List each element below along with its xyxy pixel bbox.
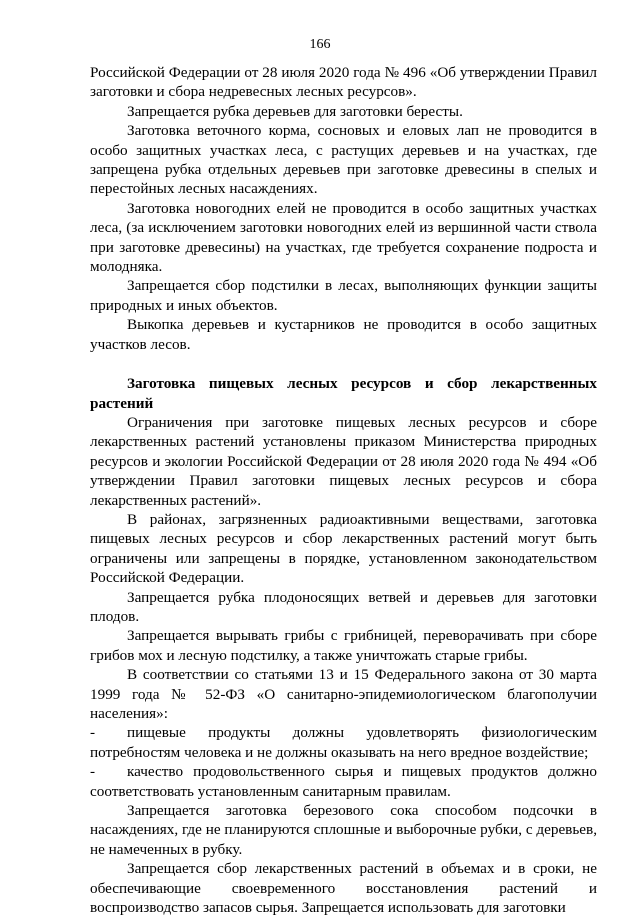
paragraph: Запрещается рубка деревьев для заготовки бересты.	[127, 102, 463, 120]
section-spacer	[90, 354, 597, 374]
page-number: 166	[309, 37, 331, 52]
section-heading: Заготовка пищевых лесных ресурсов и сбор лекарственных растений	[90, 375, 597, 412]
list-item-text: качество продовольственного сырья и пищевых продуктов должно соответствовать установленным санитарным правилам.	[90, 763, 597, 800]
paragraph: В районах, загрязненных радиоактивными веществами, заготовка пищевых лесных ресурсов и сбор лекарственных растений могут быть ограничены или запрещены в порядке, установленном законодательством Российской Федерации.	[90, 510, 597, 587]
paragraph: Запрещается сбор лекарственных растений в объемах и в сроки, не обеспечивающие своевременного восстановления растений и воспроизводство запасов сырья. Запрещается использовать для заготовки	[90, 860, 597, 917]
paragraph: Заготовка веточного корма, сосновых и еловых лап не проводится в особо защитных участках леса, с растущих деревьев и на участках, где запрещена рубка отдельных деревьев при заготовке древесины в спелых и перестойных лесных насаждениях.	[90, 122, 597, 198]
list-item	[90, 723, 597, 762]
paragraph: Запрещается рубка плодоносящих ветвей и деревьев для заготовки плодов.	[90, 588, 597, 625]
paragraph: Заготовка новогодних елей не проводится в особо защитных участках леса, (за исключением заготовки новогодних елей из вершинной части ствола при заготовке древесины) на участках, где требуется сохранение подроста и молодняка.	[90, 199, 597, 276]
paragraph: Выкопка деревьев и кустарников не проводится в особо защитных участков лесов.	[90, 316, 597, 353]
list-dash-marker: -	[90, 763, 96, 781]
paragraph: Запрещается сбор подстилки в лесах, выполняющих функции защиты природных и иных объектов.	[90, 277, 597, 314]
paragraph: Ограничения при заготовке пищевых лесных ресурсов и сборе лекарственных растений установлены приказом Министерства природных ресурсов и экологии Российской Федерации от 28 июля 2020 года № 494 «Об утверждении Правил заготовки пищевых лесных ресурсов и сбора лекарственных растений».	[90, 413, 597, 509]
list-item-text: пищевые продукты должны удовлетворять физиологическим потребностям человека и не должны оказывать на него вредное воздействие;	[90, 724, 597, 761]
paragraph-continued: Российской Федерации от 28 июля 2020 года № 496 «Об утверждении Правил заготовки и сбора недревесных лесных ресурсов».	[90, 64, 597, 101]
list-dash-marker: -	[90, 724, 96, 742]
page-body	[90, 63, 597, 917]
paragraph: Запрещается вырывать грибы с грибницей, переворачивать при сборе грибов мох и лесную подстилку, а также уничтожать старые грибы.	[90, 627, 597, 664]
paragraph: В соответствии со статьями 13 и 15 Федерального закона от 30 марта 1999 года № 52-ФЗ «О санитарно-эпидемиологическом благополучии населения»:	[90, 666, 597, 722]
list-item	[90, 762, 597, 801]
paragraph: Запрещается заготовка березового сока способом подсочки в насаждениях, где не планируются сплошные и выборочные рубки, с деревьев, не намеченных в рубку.	[90, 802, 597, 858]
